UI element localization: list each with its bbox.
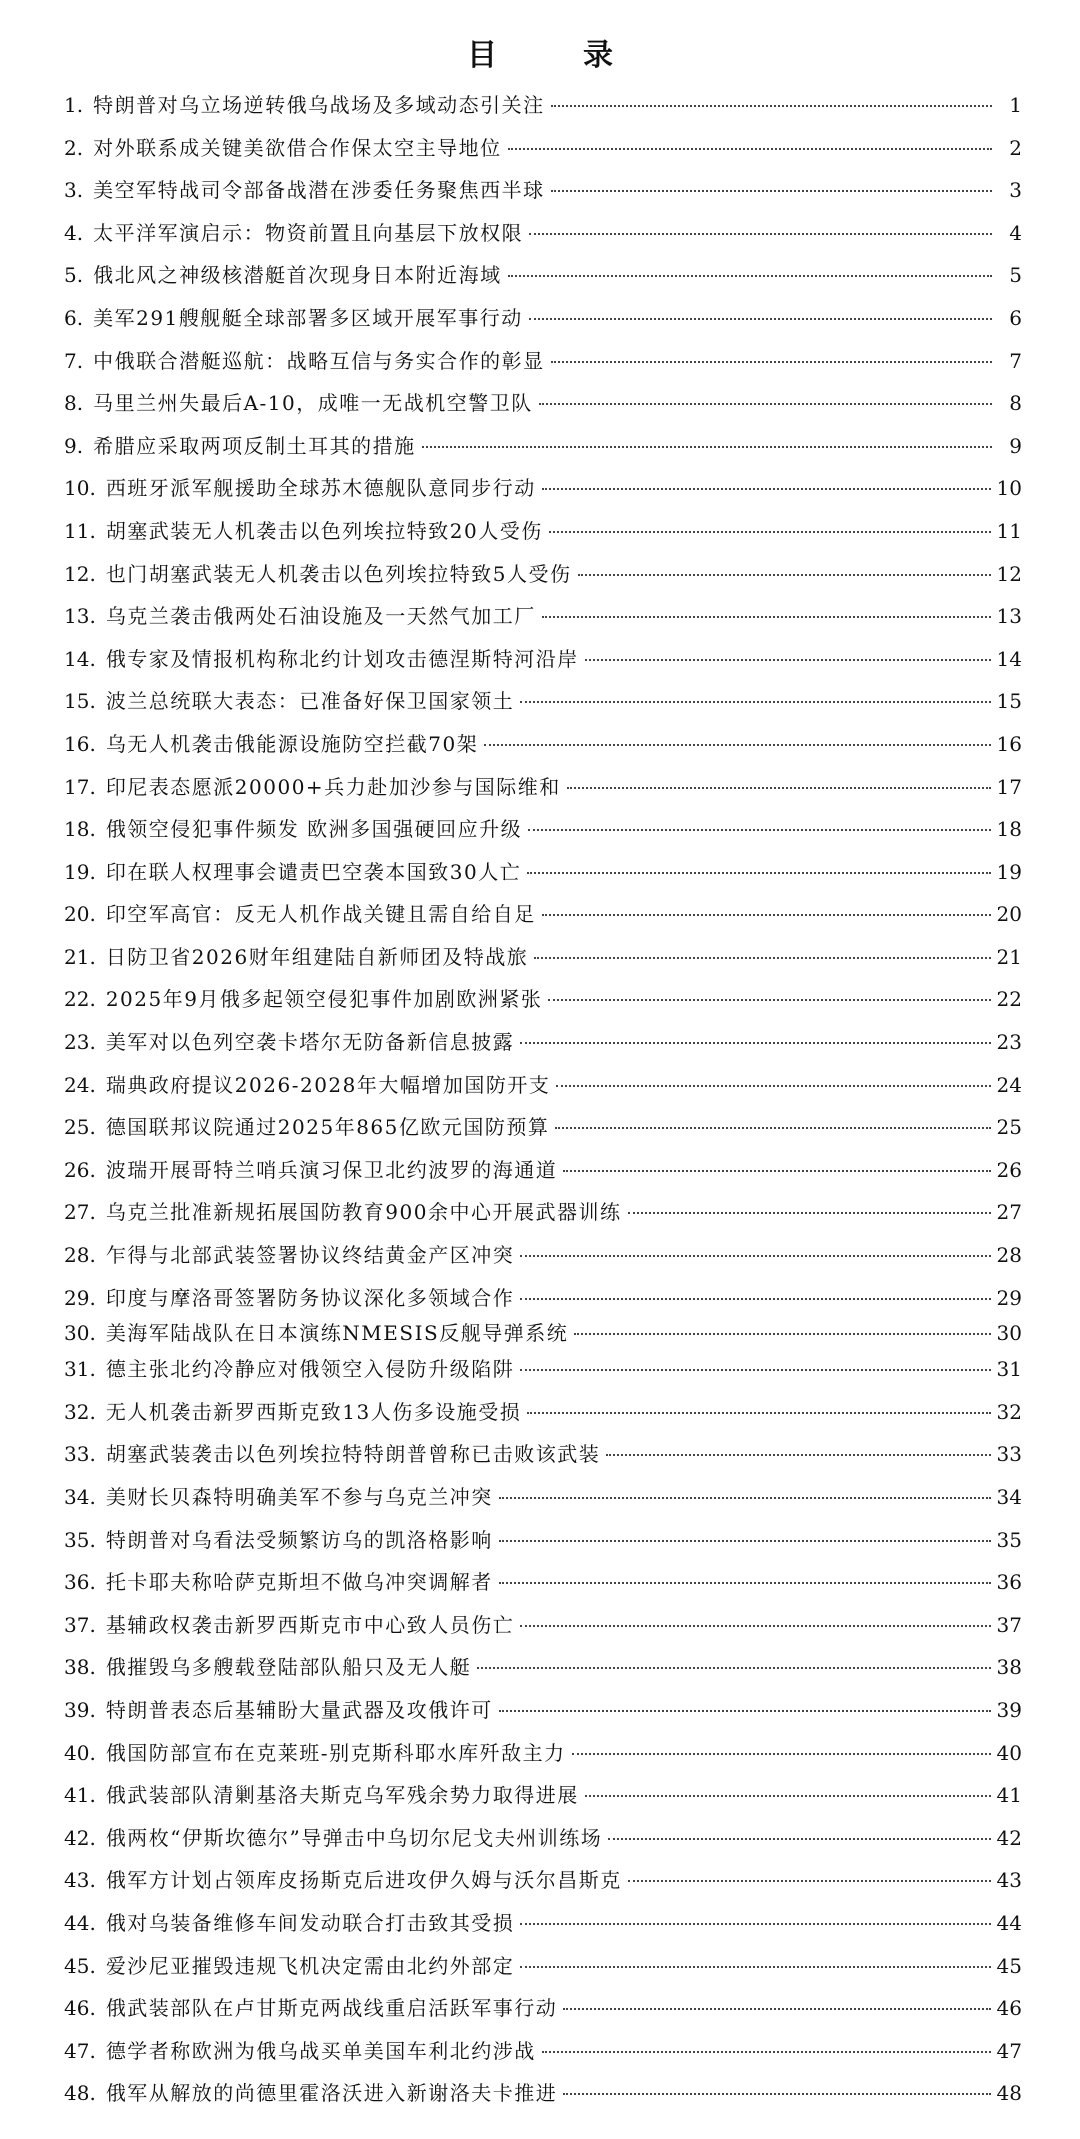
toc-entry-page-number: 1	[1009, 93, 1022, 117]
toc-entry[interactable]	[64, 766, 1022, 809]
toc-entry-page-number: 11	[996, 518, 1022, 543]
toc-entry-title[interactable]: 乌克兰批准新规拓展国防教育900余中心开展武器训练	[105, 1200, 622, 1225]
toc-entry-page-number: 12	[996, 561, 1022, 586]
toc-entry-page-number: 33	[996, 1442, 1022, 1467]
toc-entry-number: 2.	[64, 135, 84, 160]
toc-entry[interactable]	[64, 169, 1022, 212]
toc-entry-number: 45.	[64, 1953, 96, 1978]
dot-leader	[585, 1795, 991, 1797]
toc-entry-number: 25.	[64, 1115, 96, 1140]
toc-entry-number: 22.	[64, 987, 96, 1012]
toc-entry-page-number: 42	[996, 1825, 1022, 1850]
toc-entry-number: 13.	[64, 604, 96, 629]
toc-entry[interactable]	[64, 638, 1022, 681]
toc-entry[interactable]	[64, 1817, 1022, 1860]
toc-entry-title[interactable]: 托卡耶夫称哈萨克斯坦不做乌冲突调解者	[105, 1570, 493, 1595]
toc-entry-title[interactable]: 美军对以色列空袭卡塔尔无防备新信息披露	[105, 1030, 515, 1055]
toc-entry-title[interactable]: 俄北风之神级核潜艇首次现身日本附近海域	[93, 263, 502, 288]
toc-entry-title[interactable]: 德学者称欧洲为俄乌战买单美国车利北约涉战	[105, 2038, 536, 2063]
toc-entry-title[interactable]: 波兰总统联大表态：已准备好保卫国家领土	[105, 689, 515, 714]
toc-entry-number: 19.	[64, 859, 96, 884]
toc-entry-page-number: 27	[996, 1200, 1022, 1225]
toc-entry[interactable]	[64, 1987, 1022, 2030]
dot-leader	[542, 2051, 991, 2053]
toc-entry-page-number: 48	[996, 2081, 1022, 2106]
toc-entry-title[interactable]: 俄两枚“伊斯坎德尔”导弹击中乌切尔尼戈夫州训练场	[105, 1825, 603, 1850]
toc-entry[interactable]	[64, 1604, 1022, 1647]
toc-entry[interactable]	[64, 680, 1022, 723]
toc-entry-title[interactable]: 马里兰州失最后A-10，成唯一无战机空警卫队	[93, 391, 533, 416]
toc-entry-number: 28.	[64, 1243, 96, 1268]
dot-leader	[520, 1369, 990, 1371]
toc-entry-title[interactable]: 俄国防部宣布在克莱班-别克斯科耶水库歼敌主力	[105, 1740, 566, 1765]
toc-entry[interactable]	[64, 1106, 1022, 1149]
toc-entry-number: 23.	[64, 1030, 96, 1055]
toc-entry-page-number: 23	[996, 1030, 1022, 1055]
toc-entry-number: 11.	[64, 518, 96, 543]
toc-entry-title[interactable]: 2025年9月俄多起领空侵犯事件加剧欧洲紧张	[105, 987, 543, 1012]
toc-entry-page-number: 41	[996, 1783, 1022, 1808]
toc-entry[interactable]	[64, 2030, 1022, 2073]
toc-entry[interactable]	[64, 1774, 1022, 1817]
dot-leader	[520, 1255, 990, 1257]
toc-entry-number: 27.	[64, 1200, 96, 1225]
dot-leader	[542, 616, 991, 618]
toc-entry-number: 36.	[64, 1570, 96, 1595]
toc-entry-page-number: 17	[996, 774, 1022, 799]
toc-entry[interactable]	[64, 382, 1022, 425]
dot-leader	[520, 1923, 990, 1925]
toc-entry[interactable]	[64, 297, 1022, 340]
dot-leader	[608, 1838, 990, 1840]
dot-leader	[606, 1454, 990, 1456]
toc-entry-title[interactable]: 美海军陆战队在日本演练NMESIS反舰导弹系统	[105, 1321, 569, 1346]
toc-entry[interactable]	[64, 1859, 1022, 1902]
toc-entry-number: 8.	[64, 391, 84, 416]
toc-entry-number: 3.	[64, 178, 84, 203]
toc-entry-title[interactable]: 太平洋军演启示：物资前置且向基层下放权限	[93, 220, 524, 245]
dot-leader	[555, 1127, 990, 1129]
toc-entry[interactable]	[64, 510, 1022, 553]
toc-entry-page-number: 38	[996, 1655, 1022, 1680]
dot-leader	[422, 446, 992, 448]
dot-leader	[551, 361, 992, 363]
toc-entry[interactable]	[64, 1149, 1022, 1192]
dot-leader	[551, 105, 992, 107]
toc-entry-page-number: 3	[1009, 178, 1022, 203]
dot-leader	[563, 2008, 990, 2010]
toc-entry-page-number: 2	[1009, 135, 1022, 160]
toc-entry-page-number: 28	[996, 1243, 1022, 1268]
toc-entry-number: 18.	[64, 817, 96, 842]
toc-entry[interactable]	[64, 1064, 1022, 1107]
toc-entry-title[interactable]: 俄军从解放的尚德里霍洛沃进入新谢洛夫卡推进	[105, 2081, 558, 2106]
toc-entry[interactable]	[64, 808, 1022, 851]
toc-entry-title[interactable]: 印尼表态愿派20000+兵力赴加沙参与国际维和	[105, 774, 561, 799]
toc-entry-page-number: 5	[1009, 263, 1022, 288]
toc-entry-title[interactable]: 中俄联合潜艇巡航：战略互信与务实合作的彰显	[93, 348, 545, 373]
toc-entry-page-number: 26	[996, 1157, 1022, 1182]
toc-entry-title[interactable]: 德国联邦议院通过2025年865亿欧元国防预算	[105, 1115, 550, 1140]
dot-leader	[549, 531, 991, 533]
page-title: 目 录	[467, 38, 641, 73]
toc-entry-number: 34.	[64, 1485, 96, 1509]
toc-entry[interactable]	[64, 978, 1022, 1021]
toc-entry[interactable]	[64, 1433, 1022, 1476]
dot-leader	[563, 2093, 990, 2095]
toc-entry[interactable]	[64, 595, 1022, 638]
dot-leader	[520, 1298, 990, 1300]
toc-entry-number: 26.	[64, 1157, 96, 1182]
toc-entry-number: 1.	[64, 93, 84, 117]
toc-entry[interactable]	[64, 467, 1022, 510]
dot-leader	[520, 1042, 990, 1044]
toc-entry-page-number: 46	[996, 1996, 1022, 2021]
toc-entry-page-number: 15	[996, 689, 1022, 714]
toc-entry-page-number: 24	[996, 1072, 1022, 1097]
toc-entry-number: 20.	[64, 902, 96, 927]
toc-entry-number: 10.	[64, 476, 96, 501]
toc-entry-page-number: 29	[996, 1285, 1022, 1310]
toc-entry-page-number: 10	[996, 476, 1022, 501]
toc-entry-page-number: 14	[996, 646, 1022, 671]
toc-entry-title[interactable]: 美军291艘舰艇全球部署多区域开展军事行动	[93, 305, 523, 330]
toc-entry-page-number: 30	[996, 1321, 1022, 1346]
toc-entry-number: 40.	[64, 1740, 96, 1765]
toc-entry-number: 48.	[64, 2081, 96, 2106]
toc-entry-title[interactable]: 乍得与北部武装签署协议终结黄金产区冲突	[105, 1243, 515, 1268]
toc-entry-title[interactable]: 俄领空侵犯事件频发 欧洲多国强硬回应升级	[105, 817, 523, 842]
dot-leader	[499, 1582, 991, 1584]
toc-entry[interactable]	[64, 936, 1022, 979]
toc-entry-page-number: 34	[996, 1485, 1022, 1509]
toc-entry-page-number: 9	[1009, 433, 1022, 458]
toc-entry-title[interactable]: 印度与摩洛哥签署防务协议深化多领域合作	[105, 1285, 515, 1310]
toc-entry-page-number: 37	[996, 1612, 1022, 1637]
table-of-contents	[64, 84, 1022, 2115]
toc-entry-number: 31.	[64, 1357, 96, 1382]
toc-entry-title[interactable]: 对外联系成关键美欲借合作保太空主导地位	[93, 135, 502, 160]
dot-leader	[551, 190, 992, 192]
toc-entry-title[interactable]: 胡塞武装无人机袭击以色列埃拉特致20人受伤	[105, 518, 543, 543]
toc-entry-title[interactable]: 美财长贝森特明确美军不参与乌克兰冲突	[105, 1485, 493, 1509]
dot-leader	[499, 1497, 991, 1499]
toc-entry[interactable]	[64, 1732, 1022, 1775]
toc-entry-page-number: 21	[996, 944, 1022, 969]
toc-entry-title[interactable]: 无人机袭击新罗西斯克致13人伤多设施受损	[105, 1399, 522, 1424]
toc-entry-title[interactable]: 乌克兰袭击俄两处石油设施及一天然气加工厂	[105, 604, 536, 629]
toc-entry-number: 15.	[64, 689, 96, 714]
toc-entry[interactable]	[64, 2072, 1022, 2115]
toc-entry-page-number: 16	[996, 731, 1022, 756]
toc-entry-number: 5.	[64, 263, 84, 288]
toc-entry-title[interactable]: 德主张北约冷静应对俄领空入侵防升级陷阱	[105, 1357, 515, 1382]
toc-entry-title[interactable]: 特朗普对乌立场逆转俄乌战场及多域动态引关注	[93, 93, 545, 117]
toc-entry-title[interactable]: 俄军方计划占领库皮扬斯克后进攻伊久姆与沃尔昌斯克	[105, 1868, 622, 1893]
toc-entry-number: 29.	[64, 1285, 96, 1310]
dot-leader	[477, 1667, 990, 1669]
toc-entry-title[interactable]: 西班牙派军舰援助全球苏木德舰队意同步行动	[105, 476, 536, 501]
toc-entry[interactable]	[64, 1945, 1022, 1988]
toc-entry-page-number: 7	[1009, 348, 1022, 373]
toc-entry-title[interactable]: 特朗普对乌看法受频繁访乌的凯洛格影响	[105, 1527, 493, 1552]
toc-entry-number: 6.	[64, 305, 84, 330]
toc-entry[interactable]	[64, 212, 1022, 255]
toc-entry[interactable]	[64, 1476, 1022, 1519]
toc-entry-title[interactable]: 俄摧毁乌多艘载登陆部队船只及无人艇	[105, 1655, 472, 1680]
toc-entry-number: 35.	[64, 1527, 96, 1552]
dot-leader	[528, 829, 990, 831]
toc-entry-number: 37.	[64, 1612, 96, 1637]
toc-entry-number: 14.	[64, 646, 96, 671]
toc-entry-page-number: 39	[996, 1697, 1022, 1722]
toc-entry-page-number: 31	[996, 1357, 1022, 1382]
dot-leader	[628, 1212, 991, 1214]
dot-leader	[527, 872, 990, 874]
dot-leader	[556, 1085, 990, 1087]
toc-entry[interactable]	[64, 1561, 1022, 1604]
toc-entry-number: 17.	[64, 774, 96, 799]
toc-entry-page-number: 20	[996, 902, 1022, 927]
toc-entry[interactable]	[64, 84, 1022, 127]
dot-leader	[578, 574, 991, 576]
toc-entry-title[interactable]: 印空军高官：反无人机作战关键且需自给自足	[105, 902, 536, 927]
toc-entry-page-number: 36	[996, 1570, 1022, 1595]
dot-leader	[484, 744, 990, 746]
toc-entry-number: 32.	[64, 1399, 96, 1424]
dot-leader	[527, 1412, 990, 1414]
toc-entry[interactable]	[64, 893, 1022, 936]
dot-leader	[534, 957, 990, 959]
toc-entry-number: 42.	[64, 1825, 96, 1850]
toc-entry[interactable]	[64, 1277, 1022, 1320]
toc-entry[interactable]	[64, 1021, 1022, 1064]
dot-leader	[499, 1710, 991, 1712]
toc-entry-title[interactable]: 特朗普表态后基辅盼大量武器及攻俄许可	[105, 1697, 493, 1722]
toc-entry[interactable]	[64, 1191, 1022, 1234]
toc-entry-number: 9.	[64, 433, 84, 458]
toc-entry-page-number: 22	[996, 987, 1022, 1012]
toc-entry[interactable]	[64, 340, 1022, 383]
toc-entry-page-number: 32	[996, 1399, 1022, 1424]
dot-leader	[542, 914, 991, 916]
dot-leader	[529, 318, 992, 320]
toc-entry[interactable]	[64, 1519, 1022, 1562]
toc-entry[interactable]	[64, 1902, 1022, 1945]
dot-leader	[574, 1333, 990, 1335]
toc-entry-number: 41.	[64, 1783, 96, 1808]
toc-entry-number: 43.	[64, 1868, 96, 1893]
toc-entry-page-number: 45	[996, 1953, 1022, 1978]
toc-entry[interactable]	[64, 1348, 1022, 1391]
dot-leader	[548, 999, 990, 1001]
toc-entry-number: 16.	[64, 731, 96, 756]
toc-entry[interactable]	[64, 553, 1022, 596]
dot-leader	[529, 233, 992, 235]
toc-entry-title[interactable]: 胡塞武装袭击以色列埃拉特特朗普曾称已击败该武装	[105, 1442, 601, 1467]
dot-leader	[585, 659, 991, 661]
dot-leader	[520, 1966, 990, 1968]
dot-leader	[520, 701, 990, 703]
dot-leader	[539, 403, 992, 405]
dot-leader	[572, 1753, 991, 1755]
toc-entry-title[interactable]: 瑞典政府提议2026-2028年大幅增加国防开支	[105, 1072, 551, 1097]
toc-entry-title[interactable]: 基辅政权袭击新罗西斯克市中心致人员伤亡	[105, 1612, 515, 1637]
toc-entry-page-number: 35	[996, 1527, 1022, 1552]
toc-entry[interactable]	[64, 851, 1022, 894]
toc-entry-number: 46.	[64, 1996, 96, 2021]
toc-entry-number: 39.	[64, 1697, 96, 1722]
toc-entry[interactable]	[64, 254, 1022, 297]
toc-entry-page-number: 13	[996, 604, 1022, 629]
toc-entry-number: 38.	[64, 1655, 96, 1680]
toc-entry-title[interactable]: 希腊应采取两项反制土耳其的措施	[93, 433, 416, 458]
toc-entry-page-number: 43	[996, 1868, 1022, 1893]
toc-entry-title[interactable]: 也门胡塞武装无人机袭击以色列埃拉特致5人受伤	[105, 561, 572, 586]
toc-entry[interactable]	[64, 723, 1022, 766]
toc-entry-page-number: 18	[996, 817, 1022, 842]
dot-leader	[628, 1880, 991, 1882]
toc-entry-page-number: 8	[1009, 391, 1022, 416]
toc-entry-title[interactable]: 印在联人权理事会谴责巴空袭本国致30人亡	[105, 859, 522, 884]
dot-leader	[508, 148, 992, 150]
toc-entry[interactable]	[64, 1319, 1022, 1348]
toc-entry-page-number: 25	[996, 1115, 1022, 1140]
dot-leader	[499, 1540, 991, 1542]
toc-entry-page-number: 19	[996, 859, 1022, 884]
toc-entry[interactable]	[64, 1689, 1022, 1732]
toc-entry-page-number: 47	[996, 2038, 1022, 2063]
toc-entry-number: 47.	[64, 2038, 96, 2063]
dot-leader	[563, 1170, 990, 1172]
toc-entry-page-number: 40	[996, 1740, 1022, 1765]
toc-entry-title[interactable]: 日防卫省2026财年组建陆自新师团及特战旅	[105, 944, 529, 969]
toc-entry[interactable]	[64, 127, 1022, 170]
toc-entry-number: 7.	[64, 348, 84, 373]
toc-entry-title[interactable]: 俄专家及情报机构称北约计划攻击德涅斯特河沿岸	[105, 646, 579, 671]
toc-entry-number: 44.	[64, 1910, 96, 1935]
dot-leader	[567, 787, 991, 789]
toc-entry-page-number: 4	[1009, 220, 1022, 245]
dot-leader	[508, 275, 992, 277]
toc-entry[interactable]	[64, 425, 1022, 468]
toc-entry-number: 21.	[64, 944, 96, 969]
toc-entry[interactable]	[64, 1234, 1022, 1277]
toc-entry-title[interactable]: 乌无人机袭击俄能源设施防空拦截70架	[105, 731, 479, 756]
toc-entry-page-number: 44	[996, 1910, 1022, 1935]
toc-entry[interactable]	[64, 1391, 1022, 1434]
toc-entry-title[interactable]: 波瑞开展哥特兰哨兵演习保卫北约波罗的海通道	[105, 1157, 558, 1182]
toc-entry-number: 24.	[64, 1072, 96, 1097]
toc-entry-number: 4.	[64, 220, 84, 245]
toc-entry-number: 30.	[64, 1321, 96, 1346]
toc-entry[interactable]	[64, 1646, 1022, 1689]
toc-entry-title[interactable]: 美空军特战司令部备战潜在涉委任务聚焦西半球	[93, 178, 545, 203]
toc-entry-page-number: 6	[1009, 305, 1022, 330]
dot-leader	[520, 1625, 990, 1627]
dot-leader	[542, 488, 991, 490]
toc-entry-number: 12.	[64, 561, 96, 586]
toc-entry-number: 33.	[64, 1442, 96, 1467]
toc-entry-title[interactable]: 俄武装部队清剿基洛夫斯克乌军残余势力取得进展	[105, 1783, 579, 1808]
toc-entry-title[interactable]: 俄对乌装备维修车间发动联合打击致其受损	[105, 1910, 515, 1935]
toc-entry-title[interactable]: 爱沙尼亚摧毁违规飞机决定需由北约外部定	[105, 1953, 515, 1978]
toc-entry-title[interactable]: 俄武装部队在卢甘斯克两战线重启活跃军事行动	[105, 1996, 558, 2021]
